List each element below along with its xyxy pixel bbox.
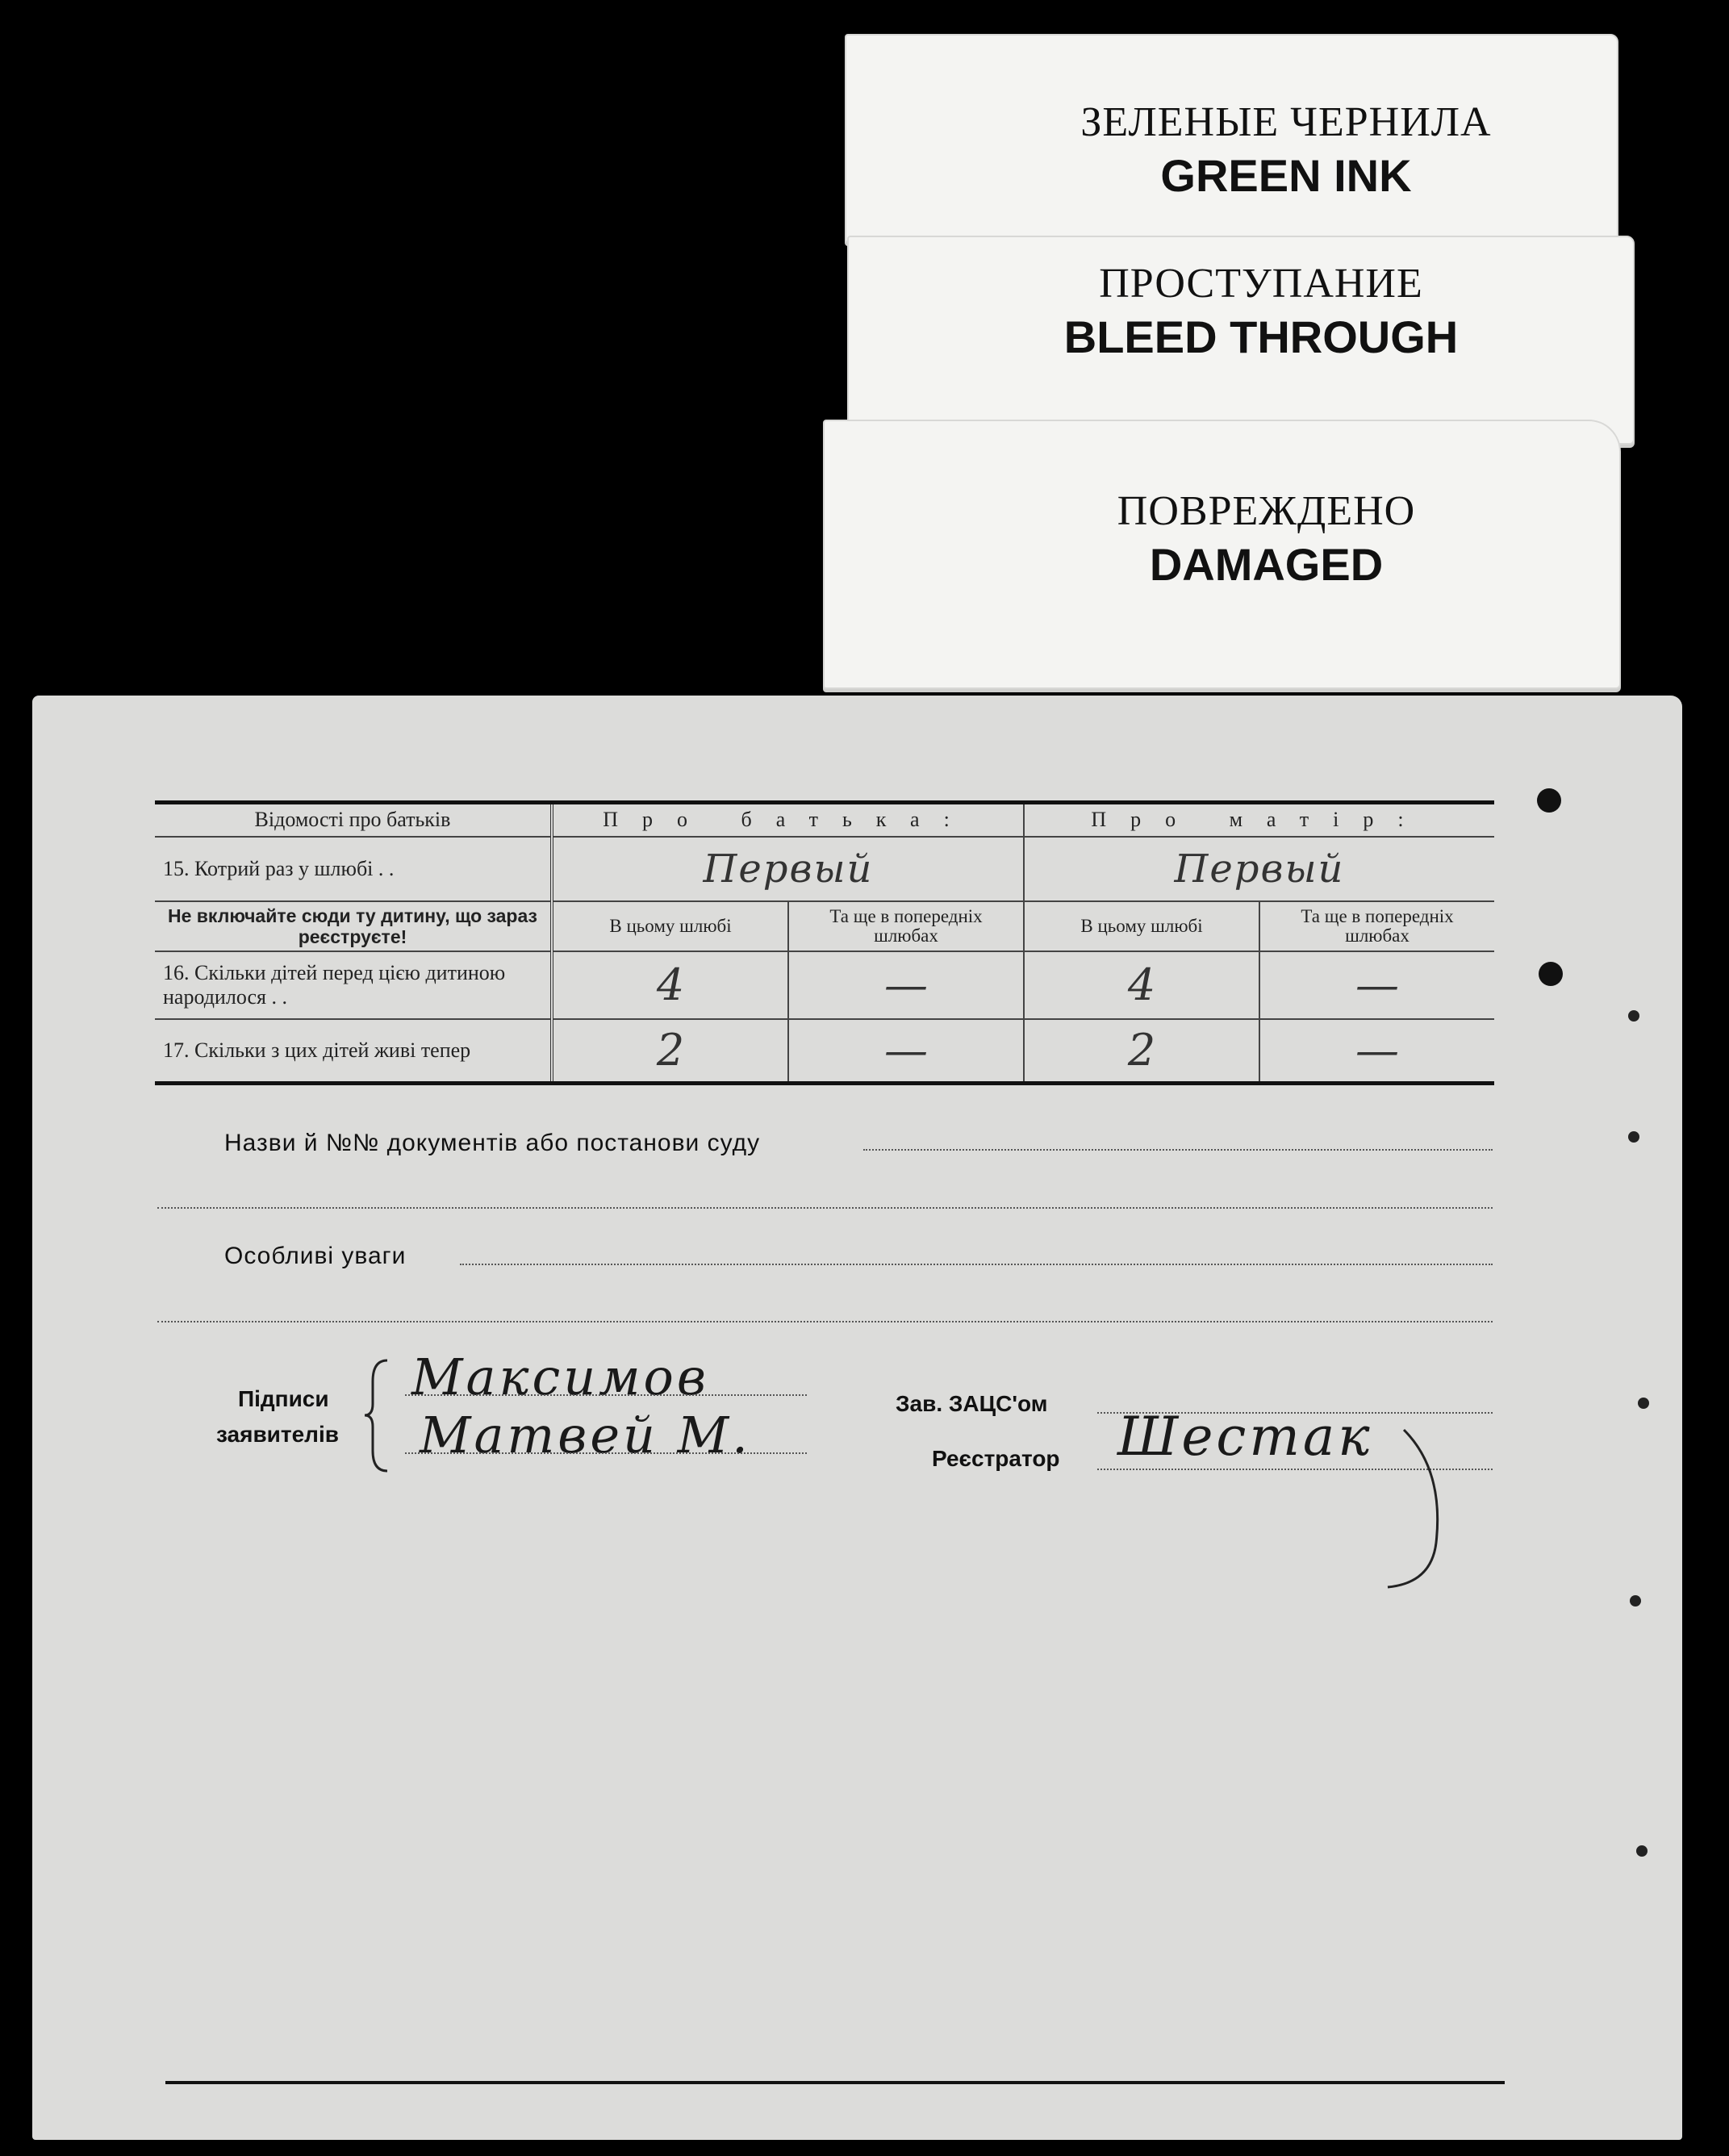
row17-mother-this-value: 2 [1127,1025,1156,1076]
punch-hole [1537,788,1561,813]
documents-label: Назви й №№ документів або постанови суду [224,1130,761,1156]
zags-head-label: Зав. ЗАЦС'ом [896,1391,1048,1416]
signature-line-1 [405,1394,807,1396]
green-ink-ru: ЗЕЛЕНЫЕ ЧЕРНИЛА [1080,99,1492,145]
green-ink-flag [845,34,1618,243]
row16-father-prev-value: — [884,959,928,1010]
row17-father-prev-value: — [884,1025,928,1076]
damaged-en: DAMAGED [1149,539,1384,590]
registrar-signature: Шестак [1117,1406,1373,1468]
bleed-through-ru: ПРОСТУПАНИЕ [1099,261,1423,307]
signatures-label-1: Підписи [238,1386,329,1411]
row15-father-value: Первый [703,846,874,892]
row15-father-cell [552,837,1024,901]
punch-hole [1539,962,1563,986]
applicant-signature-1: Максимов [411,1348,709,1406]
signature-line-2 [405,1452,807,1454]
row16-father-this-value: 4 [656,959,685,1010]
documents-line-2 [157,1207,1493,1209]
row17-label: 17. Скільки з цих дітей живі тепер [155,1019,552,1084]
signature-flourish [1372,1422,1468,1599]
row17-father-this-cell [552,1019,788,1084]
row16-label: 16. Скільки дітей перед цією дитиною народилося . . [155,951,552,1019]
row17-mother-prev-value: — [1355,1025,1399,1076]
row15-mother-cell [1024,837,1494,901]
punch-dot [1628,1010,1639,1022]
row17-mother-this-cell [1024,1019,1259,1084]
parents-table [155,800,1494,1085]
punch-dot [1638,1398,1649,1409]
mother-previous-head: Та ще в попередніх шлюбах [1259,901,1494,951]
row16-mother-this-cell [1024,951,1259,1019]
row16-mother-prev-cell [1259,951,1494,1019]
punch-dot [1628,1131,1639,1143]
green-ink-en: GREEN INK [1160,150,1412,201]
row15-mother-value: Первый [1174,846,1345,892]
header-father-cell: Про батька: [552,803,1024,837]
row17-father-this-value: 2 [656,1025,685,1076]
signatures-brace [363,1357,395,1474]
remarks-line [460,1264,1493,1265]
damaged-flag [823,420,1621,689]
signatures-label-2: заявителів [216,1422,339,1447]
registrar-label: Реєстратор [932,1446,1060,1471]
record-sheet [32,696,1682,2140]
applicant-signature-2: Матвей М. [420,1406,751,1464]
row16-father-prev-cell [788,951,1024,1019]
exclude-note: Не включайте сюди ту дитину, що зараз реєструєте! [155,901,552,951]
row16-mother-this-value: 4 [1127,959,1156,1010]
punch-dot [1636,1845,1648,1857]
row16-mother-prev-value: — [1355,959,1399,1010]
father-previous-head: Та ще в попередніх шлюбах [788,901,1024,951]
remarks-line-2 [157,1321,1493,1322]
documents-line [863,1149,1493,1151]
row15-label: 15. Котрий раз у шлюбі . . [155,837,552,901]
remarks-label: Особливі уваги [224,1243,407,1269]
bleed-through-en: BLEED THROUGH [1063,311,1459,362]
damaged-ru: ПОВРЕЖДЕНО [1117,488,1416,534]
bottom-rule [165,2081,1505,2084]
header-mother-cell: Про матір: [1024,803,1494,837]
header-info-cell: Відомості про батьків [155,803,552,837]
father-this-marriage-head: В цьому шлюбі [552,901,788,951]
row17-mother-prev-cell [1259,1019,1494,1084]
row17-father-prev-cell [788,1019,1024,1084]
punch-dot [1630,1595,1641,1607]
mother-this-marriage-head: В цьому шлюбі [1024,901,1259,951]
row16-father-this-cell [552,951,788,1019]
bleed-through-flag [847,236,1635,445]
